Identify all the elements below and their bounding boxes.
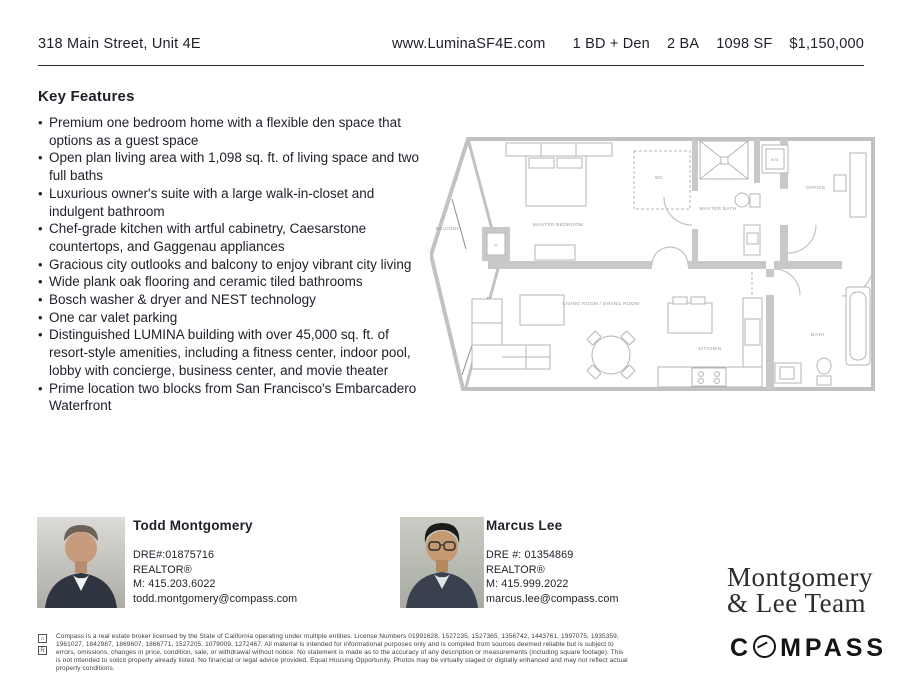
- room-label-office: OFFICE: [806, 186, 826, 191]
- room-label-wc: WC: [654, 175, 664, 180]
- key-features-title: Key Features: [38, 88, 135, 105]
- agent-name: Marcus Lee: [486, 518, 563, 533]
- realtor-icon: R: [38, 646, 47, 655]
- agent-headshot-placeholder: [400, 517, 484, 608]
- agent-photo: [37, 517, 125, 608]
- header-divider: [38, 65, 864, 66]
- room-label-kitchen: KITCHEN: [698, 347, 722, 352]
- agent-phone: M: 415.203.6022: [133, 578, 216, 591]
- room-label-bath: BATH: [811, 333, 825, 338]
- compass-logo-text: MPASS: [780, 634, 888, 662]
- property-address: 318 Main Street, Unit 4E: [38, 36, 201, 52]
- agent-headshot-placeholder: [37, 517, 125, 608]
- team-logo-line1: Montgomery: [727, 562, 873, 592]
- compass-o-icon: [753, 635, 776, 658]
- property-stats: [573, 36, 864, 52]
- agent-dre: DRE#:01875716: [133, 549, 215, 561]
- agent-title: REALTOR®: [486, 563, 545, 576]
- room-label-living-dining: LIVING ROOM / DINING ROOM: [562, 302, 640, 307]
- stat-baths: 2 BA: [666, 36, 700, 52]
- agent-photo: [400, 517, 484, 608]
- agent-details: [486, 548, 619, 607]
- stat-beds: 1 BD + Den: [572, 36, 650, 52]
- agent-title: REALTOR®: [133, 563, 192, 576]
- feature-item: • Luxurious owner's suite with a large walk-in-closet and indulgent bathroom: [38, 185, 422, 220]
- team-logo: [727, 564, 873, 616]
- feature-item: • Prime location two blocks from San Francisco's Embarcadero Waterfront: [38, 380, 422, 415]
- agent-phone: M: 415.999.2022: [486, 578, 569, 591]
- agent-dre: DRE #: 01354869: [486, 549, 574, 561]
- legal-disclaimer: Compass is a real estate broker licensed by the State of California operating under multiple entities. License Numbers 01991628, 1527235, 1527365, 1356742, 1443761, 1997075, 1935359, 1961027, 1842987, 1869607, 1866771, 1527205, 1079009, 1272467. All material is intended for informational purposes only and is compiled from sources deemed reliable but is subject to errors, omissions, changes in price, condition, sale, or withdrawal without notice. No statement is made as to the accuracy of any description or measurements (including square footage). This is not intended to solicit property already listed. No financial or legal advice provided. Equal Housing Opportunity. Photos may be virtually staged or digitally enhanced and may not reflect actual property conditions.: [56, 633, 628, 673]
- agent-email-link[interactable]: todd.montgomery@compass.com: [133, 593, 298, 606]
- feature-item: • Wide plank oak flooring and ceramic tiled bathrooms: [38, 273, 422, 291]
- compass-logo-text: C: [730, 634, 753, 662]
- stat-price: $1,150,000: [789, 36, 864, 52]
- feature-item: • Chef-grade kitchen with artful cabinetry, Caesarstone countertops, and Gaggenau appliances: [38, 220, 422, 255]
- agent-name: Todd Montgomery: [133, 518, 253, 533]
- feature-item: • Gracious city outlooks and balcony to enjoy vibrant city living: [38, 256, 422, 274]
- agent-card: [133, 518, 297, 607]
- equal-housing-icon: ⌂: [38, 634, 47, 643]
- room-label-master-bath: MASTER BATH: [699, 207, 737, 212]
- team-logo-line2: & Lee Team: [727, 588, 867, 618]
- feature-item: • Distinguished LUMINA building with over 45,000 sq. ft. of resort-style amenities, including a fitness center, indoor pool, lobby with concierge, business center, and movie theater: [38, 326, 422, 379]
- feature-item: • Premium one bedroom home with a flexible den space that options as a guest space: [38, 114, 422, 149]
- room-label-master-bedroom: MASTER BEDROOM: [532, 223, 584, 228]
- room-label-balcony: BALCONY: [436, 226, 460, 231]
- room-label-hf: HF: [493, 243, 499, 247]
- feature-item: • Open plan living area with 1,098 sq. ft. of living space and two full baths: [38, 149, 422, 184]
- feature-item: • Bosch washer & dryer and NEST technology: [38, 291, 422, 309]
- compass-logo: [730, 634, 887, 663]
- property-website-link[interactable]: www.LuminaSF4E.com: [392, 36, 546, 52]
- footer-icons: [38, 634, 47, 655]
- agent-details: [133, 548, 297, 607]
- key-features-list: [38, 114, 422, 415]
- feature-item: • One car valet parking: [38, 309, 422, 327]
- room-label-wd: W/D: [771, 158, 779, 162]
- stat-sqft: 1098 SF: [716, 36, 773, 52]
- agent-email-link[interactable]: marcus.lee@compass.com: [486, 593, 619, 606]
- agent-card: [486, 518, 619, 607]
- floor-plan: [430, 137, 885, 395]
